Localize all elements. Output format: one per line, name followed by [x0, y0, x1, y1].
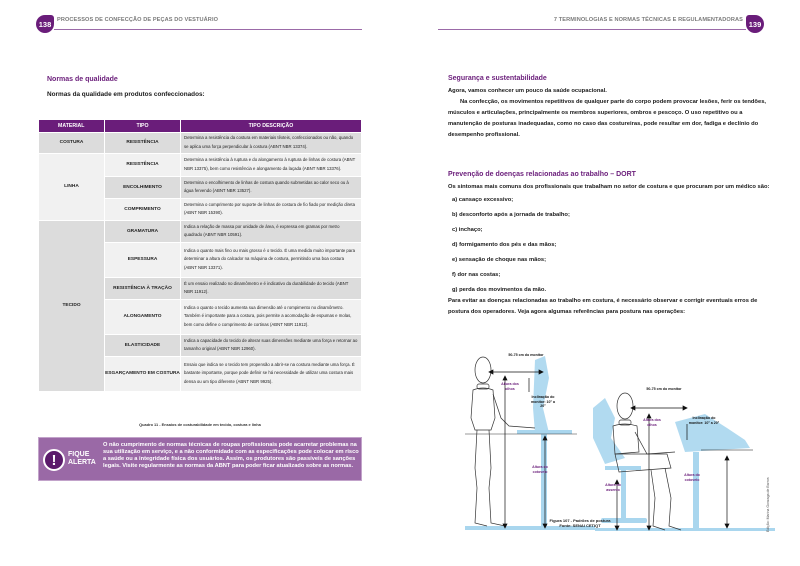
list-item: e) sensação de choque nas mãos; [452, 257, 547, 263]
seated-workstation-illustration [593, 398, 775, 531]
standing-eye-height-label: Altura dos olhos [501, 382, 519, 391]
standing-workstation-illustration [465, 356, 595, 530]
header-descricao: TIPO DESCRIÇÃO [181, 120, 362, 132]
table-row [39, 153, 362, 176]
figure-credit: Edição: Marina Gonzaga de Barros [766, 477, 770, 532]
list-item: c) inchaço; [452, 227, 483, 233]
alert-text: O não cumprimento de normas técnicas de roupas profissionais pode acarretar problemas na sua utilização em serviço, e a não conformidade com as especificações pode colocar em risco a saúde ou a integridade física dos usuários. Assim, os produtores são passíveis de sanções legais. Visite regularmente as normas da ABNT para poder ficar atualizado sobre as normas. [103, 442, 359, 469]
figure-caption [530, 518, 630, 528]
standing-tilt-label: Inclinação do monitor: 10° a 20° [530, 395, 555, 408]
paragraph: Na confecção, os movimentos repetitivos de qualquer parte do corpo podem provocar lesões, ferir os tendões, músculos e articulações, principalmente os membros superiores, ombros e pescoço. O uso repetitivo ou a manutenção de posturas inadequadas, como no caso das costureiras, pode resultar em dor, fadiga e declínio do desempenho profissional. [448, 99, 767, 138]
material-cell: LINHA [39, 153, 105, 220]
table-caption: Quadro 11 - Ensaios de costurabilidade em tecido, costura e linha [139, 422, 261, 427]
section-title: Normas de qualidade [47, 76, 118, 83]
tipo-cell: ENCOLHIMENTO [105, 176, 181, 198]
alert-label [68, 451, 96, 467]
seated-tilt-label: Inclinação do monitor: 10° a 20° [688, 416, 720, 425]
intro-text: Normas da qualidade em produtos confeccionados: [47, 91, 205, 98]
seated-eye-height-label: Altura dos olhos [643, 418, 661, 427]
seated-seat-height-label: Altura do assento [605, 483, 621, 492]
section-title-dort: Prevenção de doenças relacionadas ao trabalho – DORT [448, 171, 636, 178]
paragraph: Agora, vamos conhecer um pouco da saúde ocupacional. [448, 88, 607, 94]
descricao-cell: Determina a resistência da costura em materiais têxteis, confeccionados ou não, quando se aplica uma força perpendicular à costura (ABNT NBR 13374). [181, 132, 362, 153]
header-divider [54, 29, 362, 30]
section-dort-body [448, 182, 770, 318]
tipo-cell: RESISTÊNCIA À TRAÇÃO [105, 277, 181, 299]
descricao-cell: Indica a relação de massa por unidade de área, é expressa em gramas por metro quadrado (ABNT NBR 10591). [181, 220, 362, 242]
section-title-seguranca: Segurança e sustentabilidade [448, 75, 547, 82]
tipo-cell: ELASTICIDADE [105, 334, 181, 356]
material-cell: TECIDO [39, 220, 105, 391]
descricao-cell: Indica a capacidade do tecido de alterar suas dimensões mediante uma força e retornar ao tamanho original (ABNT NBR 12960). [181, 334, 362, 356]
list-item: f) dor nas costas; [452, 272, 501, 278]
list-item: b) desconforto após a jornada de trabalho; [452, 212, 570, 218]
standing-distance-label: 50-75 cm do monitor [508, 353, 544, 357]
quality-norms-table [38, 120, 362, 392]
list-item: a) cansaço excessivo; [452, 197, 514, 203]
paragraph: Os sintomas mais comuns dos profissionais que trabalham no setor de costura e que procuram por um médico são: [448, 184, 770, 190]
tipo-cell: RESISTÊNCIA [105, 132, 181, 153]
running-header-title: 7 TERMINOLOGIAS E NORMAS TÉCNICAS E REGULAMENTADORAS [553, 17, 743, 23]
page-number-badge: 138 [36, 15, 54, 33]
descricao-cell: Determina o encolhimento de linhas de costura quando submetidas ao calor seco ou à água fervendo (ABNT NBR 13527). [181, 176, 362, 198]
running-header-title: PROCESSOS DE CONFECÇÃO DE PEÇAS DO VESTUÁRIO [57, 17, 219, 23]
descricao-cell: Ensaio que indica se o tecido tem propensão a abrir-se na costura mediante uma força. É bastante importante, porque pode definir se há necessidade de utilizar uma costura mais densa ou um tipo diferente (ABNT NBR 9925). [181, 356, 362, 391]
descricao-cell: Determina o comprimento por suporte de linhas de costura de fio fiado por medição direta (ABNT NBR 15390). [181, 198, 362, 220]
figure-caption-source: Fonte: SENAI CETIQT [559, 523, 601, 528]
tipo-cell: ALONGAMENTO [105, 299, 181, 334]
descricao-cell: É um ensaio realizado no dinamômetro e é indicativo da durabilidade do tecido (ABNT NBR 11912). [181, 277, 362, 299]
tipo-cell: ESPESSURA [105, 242, 181, 277]
descricao-cell: Determina a resistência à ruptura e do alongamento à ruptura de linhas de costura (ABNT NBR 13375), bem como resistência e alongamento da laçada (ABNT NBR 13376). [181, 153, 362, 176]
section-seguranca-body [448, 86, 770, 141]
tipo-cell: RESISTÊNCIA [105, 153, 181, 176]
posture-figure [465, 348, 785, 543]
descricao-cell: Indica o quanto o tecido aumenta sua dimensão até o rompimento no dinamômetro. Também é importante para a costura, pois permite a acomodação de espumas e molas, bem como define o comprimento de cortinas (ABNT NBR 11912). [181, 299, 362, 334]
table-row [39, 220, 362, 242]
header-tipo: TIPO [105, 120, 181, 132]
running-header-left [36, 12, 362, 34]
descricao-cell: Indica o quanto mais fino ou mais grosso é o tecido. É uma medida muito importante para determinar a altura do calcador na máquina de costura, permitindo uma boa costura (ABNT NBR 13371). [181, 242, 362, 277]
header-material: MATERIAL [39, 120, 105, 132]
list-item: d) formigamento dos pés e das mãos; [452, 242, 557, 248]
tipo-cell: GRAMATURA [105, 220, 181, 242]
standing-elbow-height-label: Altura do cotovelo [532, 465, 548, 474]
alert-label-line1: FIQUE [68, 451, 90, 458]
tipo-cell: ESGARÇAMENTO EM COSTURA [105, 356, 181, 391]
alert-label-line2: ALERTA [68, 459, 96, 466]
tipo-cell: COMPRIMENTO [105, 198, 181, 220]
header-divider [438, 29, 746, 30]
seated-distance-label: 50-75 cm do monitor [646, 387, 682, 391]
table-row [39, 132, 362, 153]
page-number-badge: 139 [746, 15, 764, 33]
paragraph: Para evitar as doenças relacionadas ao trabalho em costura, é necessário observar e corrigir eventuais erros de postura dos operadores. Veja agora algumas referências para postura nas operações: [448, 298, 758, 315]
running-header-right [438, 12, 764, 34]
exclamation-icon: ! [43, 449, 65, 471]
alert-box [38, 437, 362, 481]
list-item: g) perda dos movimentos da mão. [452, 287, 547, 293]
material-cell: COSTURA [39, 132, 105, 153]
seated-elbow-height-label: Altura do cotovelo [684, 473, 700, 482]
figure-caption-title: Figura 107 - Padrões de postura [549, 518, 611, 523]
